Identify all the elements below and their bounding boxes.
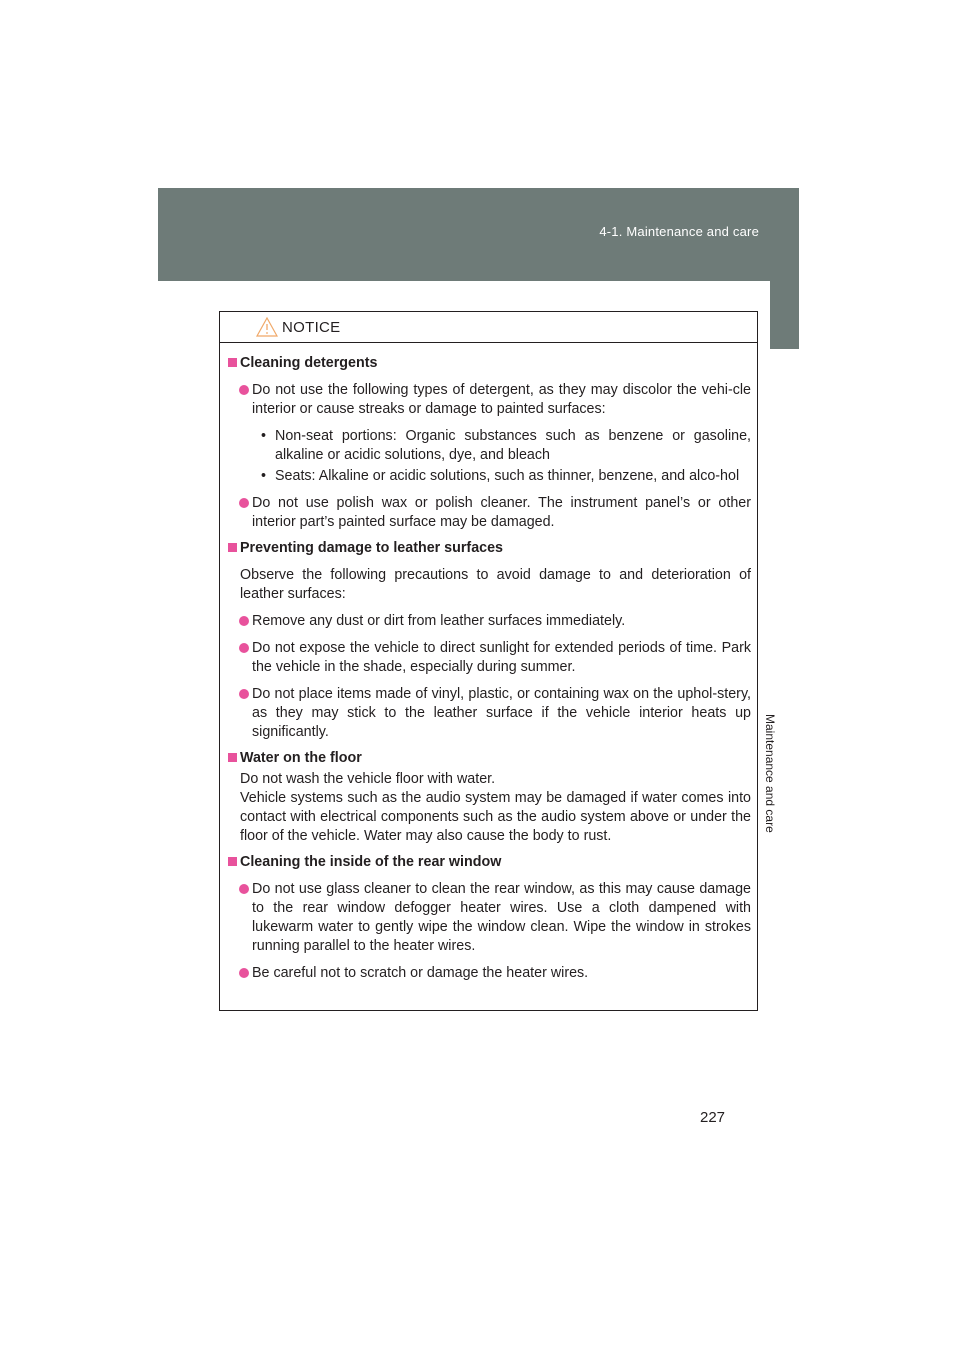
square-bullet-icon [228,753,237,762]
dot-bullet-icon: • [261,428,267,444]
chapter-label: Maintenance and care [763,714,777,833]
bullet-item: Do not use the following types of detergent, as they may discolor the vehi-cle interior or cause streaks or damage to painted surfaces: [228,381,751,419]
bullet-item: Do not expose the vehicle to direct sunlight for extended periods of time. Park the vehicle in the shade, especially during summer. [228,639,751,677]
bullet-item: Do not use glass cleaner to clean the rear window, as this may cause damage to the rear window defogger heater wires. Use a cloth dampened with lukewarm water to gently wipe the window clean. Wipe the window in strokes running parallel to the heater wires. [228,880,751,956]
circle-bullet-icon [239,616,249,626]
notice-header [220,312,757,343]
page-number: 227 [700,1109,726,1126]
notice-label: NOTICE [282,319,341,336]
square-bullet-icon [228,543,237,552]
section-heading: Cleaning the inside of the rear window [228,853,751,872]
paragraph: Do not wash the vehicle floor with water. [240,771,496,787]
section-heading: Preventing damage to leather surfaces [228,539,751,558]
header-band [158,188,799,281]
paragraph: Observe the following precautions to avoid damage to and deterioration of leather surfaces: [240,567,751,602]
section-heading: Cleaning detergents [228,354,751,373]
bullet-item: Remove any dust or dirt from leather surfaces immediately. [228,612,751,631]
dot-bullet-icon: • [261,468,267,484]
notice-box [219,311,758,1011]
section-heading: Water on the floor [228,749,751,768]
square-bullet-icon [228,857,237,866]
square-bullet-icon [228,358,237,367]
warning-triangle-icon [256,317,278,337]
sub-item: • Seats: Alkaline or acidic solutions, such as thinner, benzene, and alco-hol [261,468,740,484]
circle-bullet-icon [239,968,249,978]
circle-bullet-icon [239,498,249,508]
notice-body [220,343,757,983]
circle-bullet-icon [239,643,249,653]
sub-item: • Non-seat portions: Organic substances such as benzene or gasoline, alkaline or acidic solutions, dye, and bleach [261,428,751,463]
section-title: 4-1. Maintenance and care [599,224,759,239]
circle-bullet-icon [239,385,249,395]
paragraph: Vehicle systems such as the audio system may be damaged if water comes into contact with electrical components such as the audio system above or under the floor of the vehicle. Water may also cause the body to rust. [240,790,751,844]
bullet-item: Be careful not to scratch or damage the heater wires. [228,964,751,983]
side-tab-label [763,349,799,833]
circle-bullet-icon [239,884,249,894]
bullet-item: Do not place items made of vinyl, plastic, or containing wax on the uphol-stery, as they may stick to the leather surface if the vehicle interior heats up significantly. [228,685,751,742]
circle-bullet-icon [239,689,249,699]
bullet-item: Do not use polish wax or polish cleaner. The instrument panel’s or other interior part’s painted surface may be damaged. [228,494,751,532]
